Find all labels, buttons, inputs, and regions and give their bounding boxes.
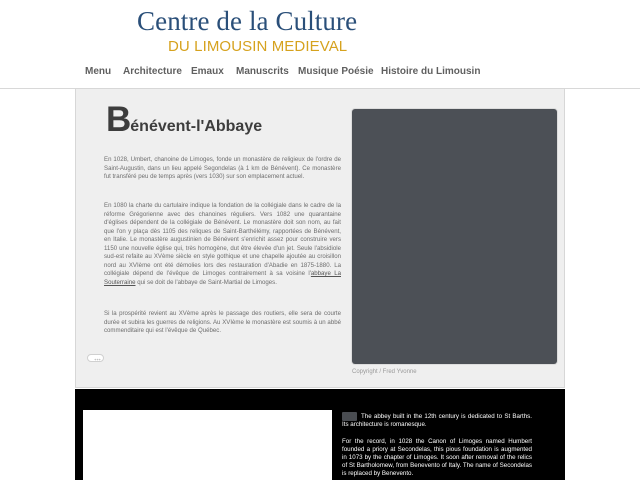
nav-menu[interactable]: Menu [85,66,112,77]
abbaye-la-souterraine-link[interactable]: abbaye La Souterraine [104,270,341,286]
image-caption: Copyright / Fred Yvonne [352,369,417,375]
main-navigation [0,60,640,88]
nav-architecture[interactable]: Architecture [123,66,182,77]
english-section [75,389,565,480]
nav-manuscrits[interactable]: Manuscrits [236,66,289,77]
paragraph-2-text: En 1080 la charte du cartulaire indique la fondation de la collégiale dans le cadre de la réforme Grégorienne avec des chanoines réguliers. Vers 1082 une quarantaine d'églises dépendent de la collégiale de Bénévent. Le monastère doit son nom, au fait que l'on y plaça dès 1105 des reliques de Saint-Barthélémy, rapportées de Bénévent, en Italie. Le monastère augustinien de Bénévent s'enrichit assez pour construire vers 1150 une nouvelle église qui, très homogène, dut être élevée d'un jet. Seule l'absidiole sud-est refaite au XVème siècle en style gothique et une chapelle ajoutée au croisillon nord au XVIème ont été démolies lors des restauration d'Abadie en 1875-1880. La collégiale dépend de l'évêque de Limoges contrairement à sa voisine l' [104,202,341,277]
nav-emaux[interactable]: Emaux [191,66,224,77]
more-button[interactable]: +++ [87,354,104,362]
article-paragraph-2 [104,202,341,287]
site-logo[interactable] [137,7,382,57]
nav-musique-poesie[interactable]: Musique Poésie [298,66,374,77]
article-title [106,102,262,139]
english-paragraph-1: The abbey built in the 12th century is dedicated to St Barths. Its architecture is romanesque. [342,413,532,428]
logo-title: Centre de la Culture [137,6,358,36]
paragraph-2-end-text: qui se doit de l'abbaye de Saint-Martial de Limoges. [135,278,277,286]
logo-subtitle: DU LIMOUSIN MEDIEVAL [168,38,348,55]
white-content-panel [83,410,332,480]
title-initial: B [106,100,131,139]
article-paragraph-1: En 1028, Umbert, chanoine de Limoges, fonde un monastère de religieux de l'ordre de Saint-Augustin, dans un lieu appelé Segondelas (à 1 km de Bénévent). Ce monastère fut transféré peu de temps après (vers 1030) sur son emplacement actuel. [104,156,341,180]
title-text: énévent-l'Abbaye [130,118,263,135]
nav-histoire-du-limousin[interactable]: Histoire du Limousin [381,66,481,77]
site-header [0,0,640,89]
abbey-image-placeholder [352,109,557,364]
article-card [75,88,565,388]
article-paragraph-3: Si la prospérité revient au XVème après le passage des routiers, elle sera de courte durée et subira les guerres de religions. Au XVIème le monastère est soumis à un abbé commenditaire qui est l'évêque de Québec. [104,310,341,334]
english-paragraph-2: For the record, in 1028 the Canon of Limoges named Humbert founded a priory at Secondelas, this pious foundation is augmented in 1073 by the chapter of Limoges. It soon after removal of the relics of St Bartholomew, from Benevento of Italy. The name of Secondelas is replaced by Benevento. [342,438,532,477]
